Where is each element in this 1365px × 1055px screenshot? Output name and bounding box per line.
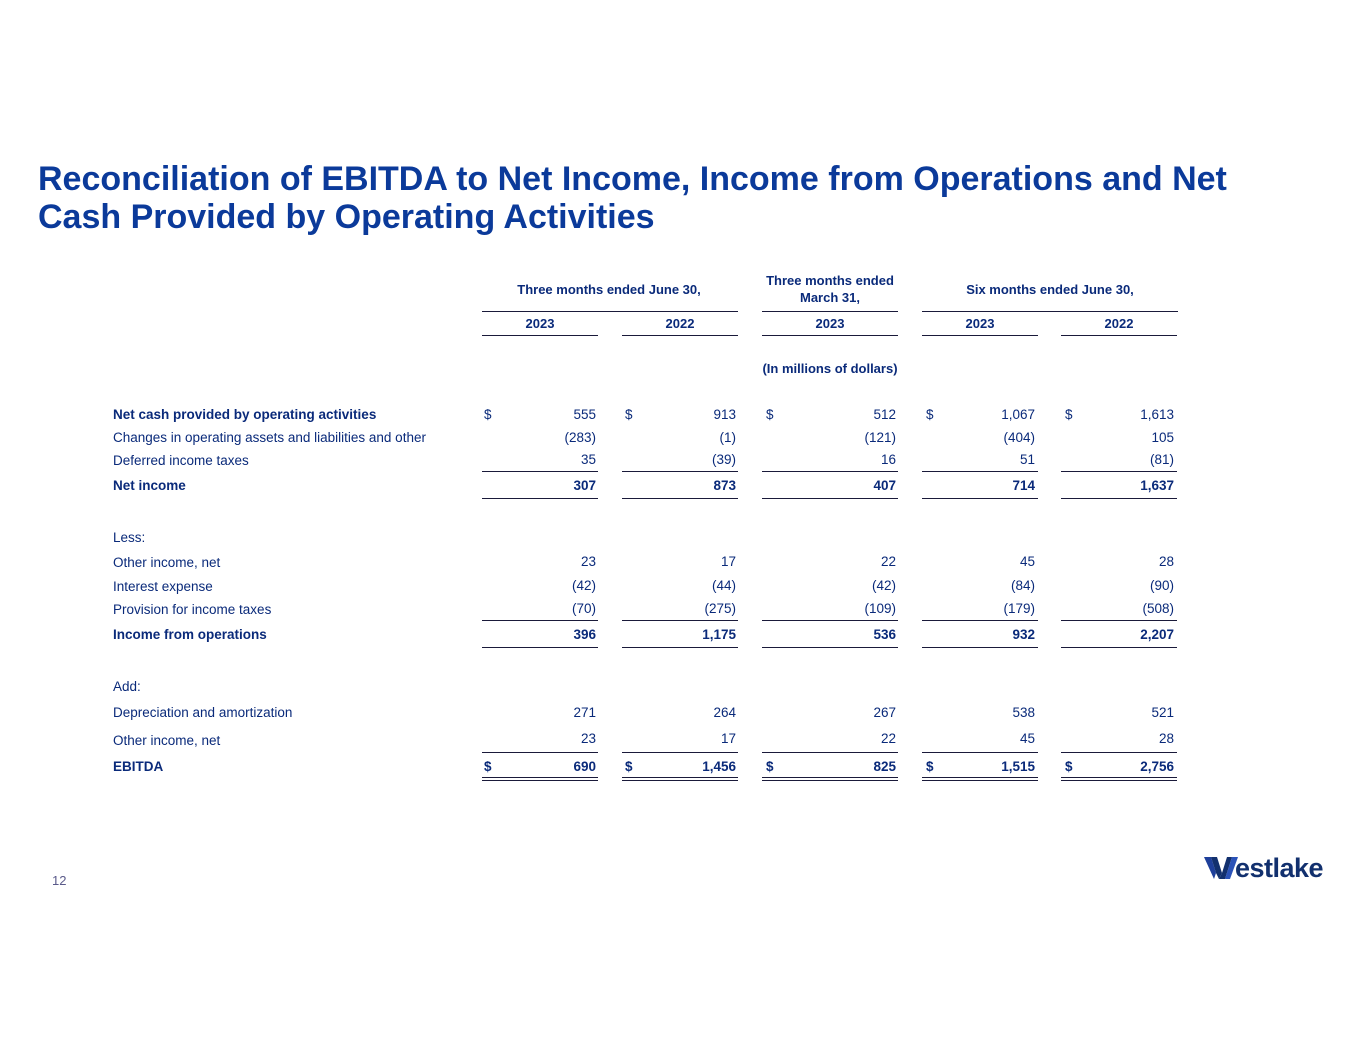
cell-changes-6m-2023: (404): [1003, 430, 1035, 445]
cell-income-ops-q2-2023: 396: [573, 627, 596, 642]
cell-provision-q2-2023: (70): [571, 601, 596, 616]
subtotal-rule: [1061, 752, 1177, 753]
header-three-months-march-line-2: March 31,: [800, 290, 860, 305]
cell-interest-q2-2023: (42): [571, 578, 596, 593]
subtotal-rule: [622, 471, 738, 472]
header-three-months-march: [740, 272, 920, 306]
subtotal-rule: [762, 620, 898, 621]
grand-total-double-rule: [762, 777, 898, 781]
westlake-logo: [1204, 852, 1323, 884]
year-rule-4: [922, 335, 1038, 336]
subtotal-rule: [922, 752, 1038, 753]
row-label-net-income: Net income: [113, 478, 186, 493]
header-three-months-march-line-1: Three months ended: [766, 273, 894, 288]
cell-dna-6m-2022: 521: [1151, 705, 1174, 720]
cell-deferred-q1-2023: 16: [880, 452, 896, 467]
subtotal-rule: [1061, 620, 1177, 621]
subtotal-rule: [482, 752, 598, 753]
grand-total-double-rule: [1061, 777, 1177, 781]
total-rule: [762, 647, 898, 648]
subtotal-rule: [482, 471, 598, 472]
cell-net-income-6m-2023: 714: [1012, 478, 1035, 493]
cell-other-income-1-q1-2023: 22: [880, 554, 896, 569]
cell-deferred-q2-2022: (39): [711, 452, 736, 467]
subtotal-rule: [1061, 471, 1177, 472]
total-rule: [622, 647, 738, 648]
cell-ebitda-q1-2023: 825: [873, 759, 896, 774]
header-six-months-june: Six months ended June 30,: [966, 282, 1134, 297]
cell-other-income-1-q2-2023: 23: [580, 554, 596, 569]
cell-other-income-2-q1-2023: 22: [880, 731, 896, 746]
total-rule: [622, 498, 738, 499]
cell-changes-q2-2022: (1): [719, 430, 736, 445]
cell-deferred-q2-2023: 35: [580, 452, 596, 467]
cell-net-income-q2-2022: 873: [713, 478, 736, 493]
total-rule: [762, 498, 898, 499]
subtotal-rule: [482, 620, 598, 621]
subtotal-rule: [622, 620, 738, 621]
year-col-3: 2023: [815, 316, 845, 331]
grand-total-double-rule: [622, 777, 738, 781]
row-label-ebitda: EBITDA: [113, 759, 164, 774]
row-label-changes-operating: Changes in operating assets and liabilities and other: [113, 430, 426, 445]
currency-symbol: $: [766, 407, 774, 422]
year-rule-2: [622, 335, 738, 336]
westlake-w-logo-icon: [1204, 855, 1238, 881]
year-col-5: 2022: [1104, 316, 1134, 331]
cell-dna-6m-2023: 538: [1012, 705, 1035, 720]
cell-ncpoa-q1-2023: 512: [873, 407, 896, 422]
section-label-add: Add:: [113, 679, 141, 694]
header-three-months-june: Three months ended June 30,: [517, 282, 701, 297]
section-label-less: Less:: [113, 530, 146, 545]
logo-wordmark: estlake: [1235, 852, 1324, 883]
cell-changes-6m-2022: 105: [1151, 430, 1174, 445]
year-col-1: 2023: [525, 316, 555, 331]
header-rule-group1: [482, 311, 738, 312]
cell-other-income-2-q2-2023: 23: [580, 731, 596, 746]
currency-symbol: $: [625, 759, 633, 774]
cell-ncpoa-6m-2022: 1,613: [1140, 407, 1174, 422]
total-rule: [922, 498, 1038, 499]
currency-symbol: $: [766, 759, 774, 774]
cell-other-income-2-6m-2022: 28: [1158, 731, 1174, 746]
total-rule: [482, 647, 598, 648]
cell-dna-q2-2023: 271: [573, 705, 596, 720]
cell-changes-q1-2023: (121): [864, 430, 896, 445]
cell-ncpoa-q2-2022: 913: [713, 407, 736, 422]
cell-ncpoa-q2-2023: 555: [573, 407, 596, 422]
grand-total-double-rule: [482, 777, 598, 781]
header-rule-group2: [762, 311, 898, 312]
cell-changes-q2-2023: (283): [564, 430, 596, 445]
units-note: (In millions of dollars): [762, 361, 898, 376]
row-label-interest-expense: Interest expense: [113, 579, 213, 594]
currency-symbol: $: [926, 407, 934, 422]
cell-income-ops-q2-2022: 1,175: [702, 627, 736, 642]
grand-total-double-rule: [922, 777, 1038, 781]
cell-net-income-6m-2022: 1,637: [1140, 478, 1174, 493]
cell-ncpoa-6m-2023: 1,067: [1001, 407, 1035, 422]
row-label-other-income-add: Other income, net: [113, 733, 221, 748]
cell-interest-6m-2023: (84): [1010, 578, 1035, 593]
cell-deferred-6m-2022: (81): [1149, 452, 1174, 467]
cell-ebitda-6m-2022: 2,756: [1140, 759, 1174, 774]
year-rule-5: [1061, 335, 1177, 336]
cell-provision-6m-2023: (179): [1003, 601, 1035, 616]
year-rule-3: [762, 335, 898, 336]
cell-other-income-1-6m-2022: 28: [1158, 554, 1174, 569]
currency-symbol: $: [1065, 759, 1073, 774]
cell-income-ops-6m-2023: 932: [1012, 627, 1035, 642]
currency-symbol: $: [926, 759, 934, 774]
currency-symbol: $: [484, 407, 492, 422]
page-number: 12: [52, 873, 67, 888]
currency-symbol: $: [625, 407, 633, 422]
page-title-line-1: Reconciliation of EBITDA to Net Income, Income from Operations and Net: [38, 160, 1227, 198]
cell-dna-q1-2023: 267: [873, 705, 896, 720]
row-label-net-cash-operating: Net cash provided by operating activities: [113, 407, 377, 422]
cell-ebitda-q2-2022: 1,456: [702, 759, 736, 774]
total-rule: [1061, 647, 1177, 648]
cell-other-income-1-q2-2022: 17: [720, 554, 736, 569]
cell-interest-q2-2022: (44): [711, 578, 736, 593]
cell-interest-q1-2023: (42): [871, 578, 896, 593]
row-label-other-income-less: Other income, net: [113, 555, 221, 570]
currency-symbol: $: [484, 759, 492, 774]
cell-provision-q2-2022: (275): [704, 601, 736, 616]
total-rule: [482, 498, 598, 499]
cell-ebitda-q2-2023: 690: [573, 759, 596, 774]
cell-income-ops-q1-2023: 536: [873, 627, 896, 642]
row-label-income-from-operations: Income from operations: [113, 627, 267, 642]
subtotal-rule: [622, 752, 738, 753]
total-rule: [1061, 498, 1177, 499]
cell-deferred-6m-2023: 51: [1019, 452, 1035, 467]
cell-ebitda-6m-2023: 1,515: [1001, 759, 1035, 774]
cell-interest-6m-2022: (90): [1149, 578, 1174, 593]
subtotal-rule: [922, 471, 1038, 472]
total-rule: [922, 647, 1038, 648]
cell-net-income-q2-2023: 307: [573, 478, 596, 493]
cell-other-income-2-q2-2022: 17: [720, 731, 736, 746]
cell-provision-6m-2022: (508): [1142, 601, 1174, 616]
row-label-deferred-taxes: Deferred income taxes: [113, 453, 249, 468]
cell-other-income-1-6m-2023: 45: [1019, 554, 1035, 569]
page-title: [38, 160, 1338, 236]
cell-income-ops-6m-2022: 2,207: [1140, 627, 1174, 642]
subtotal-rule: [762, 471, 898, 472]
subtotal-rule: [762, 752, 898, 753]
year-col-2: 2022: [665, 316, 695, 331]
row-label-depreciation: Depreciation and amortization: [113, 705, 293, 720]
cell-provision-q1-2023: (109): [864, 601, 896, 616]
subtotal-rule: [922, 620, 1038, 621]
header-rule-group3: [922, 311, 1178, 312]
year-rule-1: [482, 335, 598, 336]
cell-net-income-q1-2023: 407: [873, 478, 896, 493]
currency-symbol: $: [1065, 407, 1073, 422]
row-label-provision-taxes: Provision for income taxes: [113, 602, 272, 617]
cell-dna-q2-2022: 264: [713, 705, 736, 720]
page-title-line-2: Cash Provided by Operating Activities: [38, 198, 655, 236]
cell-other-income-2-6m-2023: 45: [1019, 731, 1035, 746]
year-col-4: 2023: [965, 316, 995, 331]
